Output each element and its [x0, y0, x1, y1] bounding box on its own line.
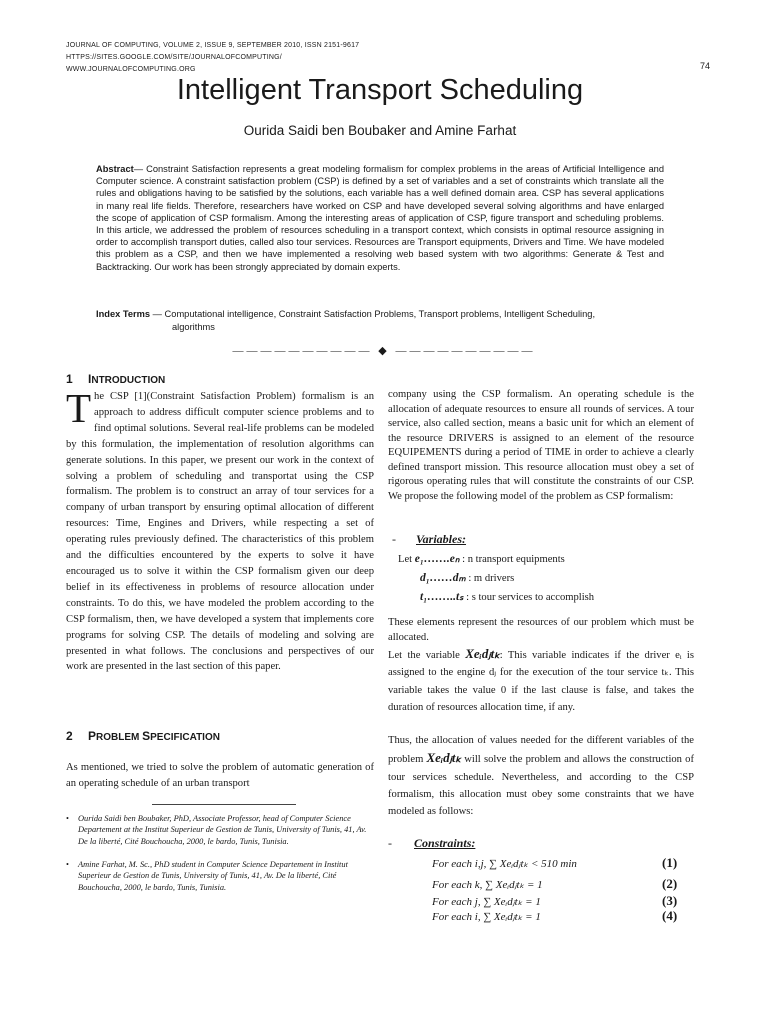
right-paragraph-1: company using the CSP formalism. An operating schedule is the allocation of adequate resources to ensure all rounds of services. A tour service, also called section, means a basic unit for which an element of the resource DRIVERS is assigned to an element of the resource EQUIPEMENTS during a period of TIME in order to achieve a clearly defined transport mission. This resource allocation must obey a set of rigorous operating rules that will constitute the constraints of our CSP. We propose the following model of the problem as CSP formalism: — [388, 389, 694, 502]
journal-citation: JOURNAL OF COMPUTING, VOLUME 2, ISSUE 9, SEPTEMBER 2010, ISSN 2151-9617 — [66, 42, 360, 49]
section-number: 2 — [66, 729, 73, 743]
constraint-1 — [432, 855, 678, 870]
page-number: 74 — [700, 61, 711, 71]
constraint-2 — [432, 876, 678, 891]
tour-services-symbol: t₁……..tₛ — [420, 591, 464, 603]
p4-lead: Thus, the allocation of values needed for the different variables of the problem — [388, 735, 694, 766]
constraint-3 — [432, 893, 678, 908]
index-terms — [96, 308, 664, 333]
drivers-symbol: d₁……dₘ — [420, 572, 466, 584]
decision-variable: Xeᵢdⱼtₖ — [426, 750, 462, 766]
heading-initial: S — [142, 729, 151, 743]
footnote-text: Ourida Saidi ben Boubaker, PhD, Associate Professor, head of Computer Science Departement at the Institut Superieur de Gestion de Tunis, University of Tunis, 41, Av. De la liberté, Cité Bouchoucha, 2000, le bardo, Tunis, Tunisia. — [78, 814, 367, 846]
footnote-author-2 — [66, 859, 374, 893]
variable-equipments — [398, 551, 565, 565]
constraint-formula: For each j, ∑ Xeᵢdⱼtₖ = 1 — [432, 896, 541, 908]
equation-number: (2) — [662, 876, 678, 891]
abstract-label: Abstract — [96, 164, 134, 174]
heading-rest: NTRODUCTION — [91, 375, 166, 386]
journal-url[interactable]: HTTPS://SITES.GOOGLE.COM/SITE/JOURNALOFCOMPUTING/ — [66, 54, 282, 61]
constraint-4 — [432, 908, 678, 923]
drop-cap: T — [66, 385, 92, 431]
constraint-formula: For each k, ∑ Xeᵢdⱼtₖ = 1 — [432, 879, 543, 891]
p3-lead: Let the variable — [388, 650, 466, 661]
journal-header — [66, 40, 359, 76]
paper-authors: Ourida Saidi ben Boubaker and Amine Farhat — [243, 123, 517, 138]
footnote-text: Amine Farhat, M. Sc., PhD student in Computer Science Departement in Institut Superieur de Gestion de Tunis, University of Tunis, 41, Av. De la liberté, Cité Bouchoucha, 2000, le bardo, Tunis, Tunisia. — [78, 860, 348, 892]
right-paragraph-2: These elements represent the resources of our problem which must be allocated. — [388, 617, 694, 643]
let-word: Let — [398, 554, 415, 565]
heading-initial: I — [88, 372, 92, 386]
equipments-desc: : n transport equipments — [459, 554, 565, 565]
equation-number: (4) — [662, 908, 678, 923]
section-number: 1 — [66, 372, 73, 386]
p4-body: will solve the problem and allows the construction of tour services schedule. Nevertheless, and according to the CSP formalism, this allocation must obey some constraints that we have modeled as follows: — [388, 754, 694, 818]
introduction-body: he CSP [1](Constraint Satisfaction Problem) formalism is an approach to address difficult computer science problems and to find optimal solutions. Several real-life problems can be modeled by this formulation, the implementation of resolution algorithms can generate solutions. In this paper, we present our work in the context of solving a problem of scheduling and transportat using the CSP formalism. The problem is to construct an array of tour services for a company of urban transport by ensuring optimal allocation of different resources: Time, Engines and Drivers, while respecting a set of operating rules previously defined. The characteristics of this problem and the difficulties encountered by the experts to solve it have encouraged us to solve it within the CSP formalism given our deep belief in its effectiveness in problems of resource allocation under constraints. To do this, we have modeled the problem according to the CSP formalism, then, we have developed a system that implements core programs for solving CSP. The details of modeling and solving are presented in what follows. The conclusions and perspectives of our work are presented in the last section of this paper. — [66, 391, 374, 673]
right-paragraph-4 — [388, 732, 694, 820]
introduction-text — [66, 385, 374, 675]
equation-number: (3) — [662, 893, 678, 908]
list-dash: - — [388, 836, 392, 850]
index-terms-label: Index Terms — [96, 309, 151, 319]
section-heading-problem-specification — [66, 729, 220, 743]
tour-services-desc: : s tour services to accomplish — [463, 592, 595, 603]
variable-tour-services — [420, 589, 594, 603]
heading-initial: P — [88, 729, 97, 743]
variable-drivers — [420, 570, 514, 584]
section-heading-introduction — [66, 372, 165, 386]
equation-number: (1) — [662, 855, 678, 870]
heading-rest: PECIFICATION — [150, 732, 220, 743]
drivers-desc: : m drivers — [465, 573, 515, 584]
footnote-bullet: • — [66, 814, 69, 823]
heading-rest: ROBLEM — [96, 732, 143, 743]
right-paragraph-3 — [388, 645, 694, 716]
index-terms-text: — Computational intelligence, Constraint Satisfaction Problems, Transport problems, Intelligent Scheduling, — [150, 309, 596, 319]
footnote-rule — [152, 804, 296, 805]
section-divider: —————————— ◆ —————————— — [232, 345, 536, 357]
abstract-text: — Constraint Satisfaction represents a great modeling formalism for complex problems in the areas of Artificial Intelligence and Computer science. A constraint satisfaction problem (CSP) is defined by a set of variables and a set of constraints which translate all the rules and obligations having to be satisfied by the solutions, each variable has a well defined domain area. CSP has several applications in many real life fields. Therefore, researchers have worked on CSP and have developed several solving algorithms and have enlarged the scope of application of CSP formalism. Among the interesting areas of application of CSP, figure transport and scheduling problems. In this article, we addressed the problem of resources scheduling in a transport context, which consists in optimal resource assigning in order to accomplish transport duties, called also tour services. Resources are Transport equipments, Drivers and Time. We have modeled this problem as a CSP, and then we have implemented a resolving web based system with two algorithms: Generate & Test and Backtracking. Our work has been strongly appreciated by domain experts. — [96, 164, 664, 272]
constraint-formula: For each i,j, ∑ Xeᵢdⱼtₖ < 510 min — [432, 858, 577, 870]
journal-website[interactable]: WWW.JOURNALOFCOMPUTING.ORG — [66, 66, 196, 73]
index-terms-continuation: algorithms — [172, 321, 215, 332]
paper-title: Intelligent Transport Scheduling — [176, 74, 584, 106]
list-dash: - — [392, 532, 396, 546]
abstract — [96, 163, 664, 273]
variables-heading — [392, 532, 466, 547]
constraints-label: Constraints: — [414, 836, 476, 850]
variables-label: Variables: — [416, 532, 467, 546]
footnote-author-1 — [66, 813, 374, 847]
footnote-bullet: • — [66, 860, 69, 869]
constraint-formula: For each i, ∑ Xeᵢdⱼtₖ = 1 — [432, 911, 541, 923]
constraints-heading — [388, 836, 475, 851]
problem-text: As mentioned, we tried to solve the problem of automatic generation of an operating schedule of an urban transport — [66, 762, 374, 789]
p3-body: : This variable indicates if the driver eᵢ is assigned to the engine dⱼ for the execution of the tour service tₖ. This variable takes the value 0 if the last clause is false, and takes the duration of resources allocation time, if any. — [388, 650, 695, 713]
decision-variable: Xeᵢdⱼtₖ — [465, 646, 500, 661]
equipments-symbol: e₁…….eₙ — [414, 553, 460, 565]
